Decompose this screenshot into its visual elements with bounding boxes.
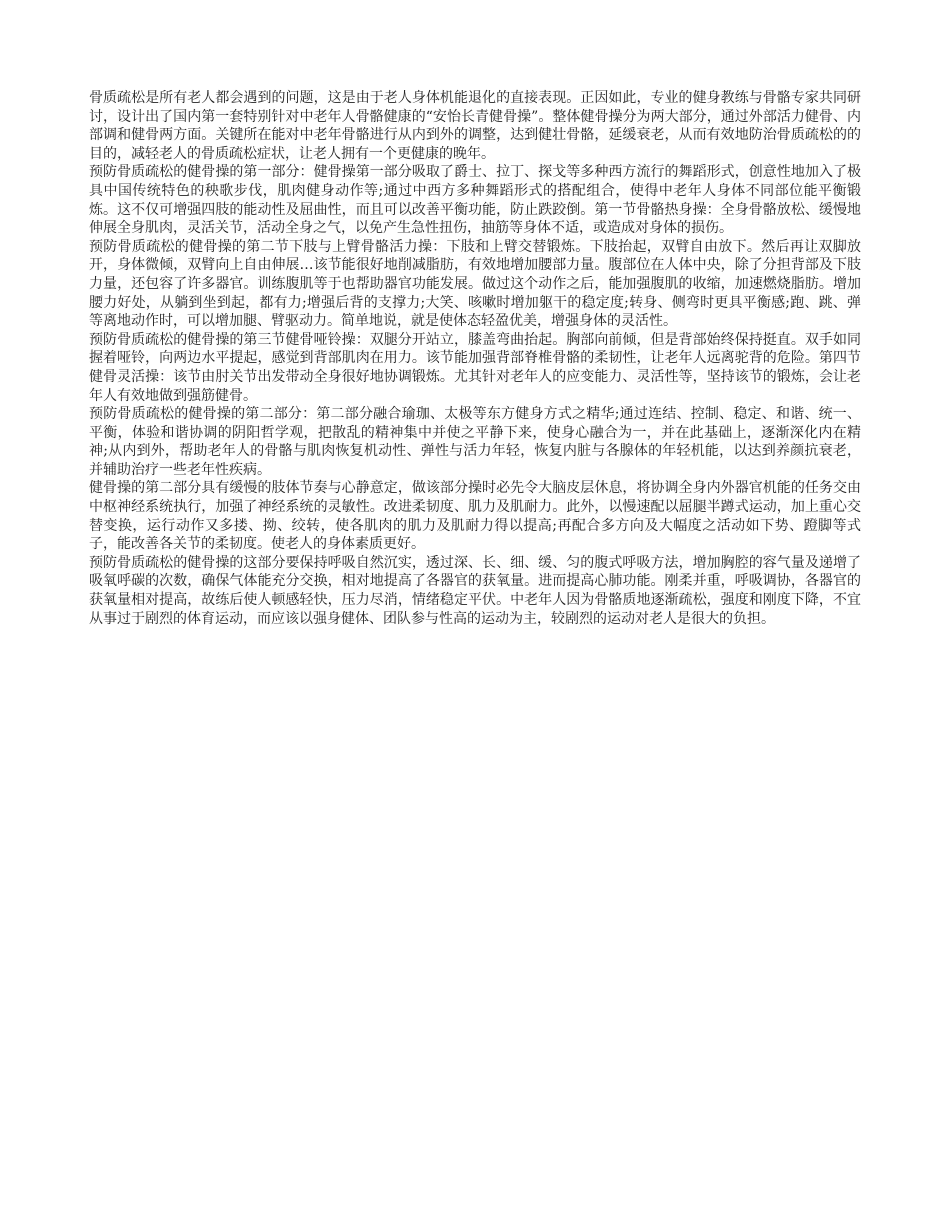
paragraph-part-two-detail: 健骨操的第二部分具有缓慢的肢体节奏与心静意定，做该部分操时必先令大脑皮层休息，将协调全身内外器官机能的任务交由中枢神经系统执行，加强了神经系统的灵敏性。改进柔韧度、肌力及肌耐力。此外，以慢速配以屈腿半蹲式运动，加上重心交替变换，运行动作又多搂、拗、绞转，使各肌肉的肌力及肌耐力得以提高;再配合多方向及大幅度之活动如下势、蹬脚等式子，能改善各关节的柔韧度。使老人的身体素质更好。 — [89, 480, 861, 553]
paragraph-section-three: 预防骨质疏松的健骨操的第三节健骨哑铃操：双腿分开站立，膝盖弯曲抬起。胸部向前倾，但是背部始终保持挺直。双手如同握着哑铃，向两边水平提起，感觉到背部肌肉在用力。该节能加强背部脊椎骨骼的柔韧性，让老年人远离驼背的危险。第四节健骨灵活操：该节由肘关节出发带动全身很好地协调锻炼。尤其针对老年人的应变能力、灵活性等，坚持该节的锻炼，会让老年人有效地做到强筋健骨。 — [89, 331, 861, 404]
paragraph-part-one: 预防骨质疏松的健骨操的第一部分：健骨操第一部分吸取了爵士、拉丁、探戈等多种西方流行的舞蹈形式，创意性地加入了极具中国传统特色的秧歌步伐，肌肉健身动作等;通过中西方多种舞蹈形式的搭配组合，使得中老年人身体不同部位能平衡锻炼。这不仅可增强四肢的能动性及屈曲性，而且可以改善平衡功能，防止跌跤倒。第一节骨骼热身操：全身骨骼放松、缓慢地伸展全身肌肉，灵活关节，活动全身之气，以免产生急性扭伤，抽筋等身体不适，或造成对身体的损伤。 — [89, 164, 861, 237]
paragraph-section-two: 预防骨质疏松的健骨操的第二节下肢与上臂骨骼活力操：下肢和上臂交替锻炼。下肢抬起，双臂自由放下。然后再让双脚放开，身体微倾，双臂向上自由伸展…该节能很好地削减脂肪，有效地增加腰部力量。腹部位在人体中央，除了分担背部及下肢力量，还包容了许多器官。训练腹肌等于也帮助器官功能发展。做过这个动作之后，能加强腹肌的收缩，加速燃烧脂肪。增加腰力好处，从躺到坐到起，都有力;增强后背的支撑力;大笑、咳嗽时增加躯干的稳定度;转身、侧弯时更具平衡感;跑、跳、弹等离地动作时，可以增加腿、臂驱动力。简单地说，就是使体态轻盈优美，增强身体的灵活性。 — [89, 238, 861, 330]
document-body — [89, 89, 861, 628]
paragraph-intro: 骨质疏松是所有老人都会遇到的问题，这是由于老人身体机能退化的直接表现。正因如此，专业的健身教练与骨骼专家共同研讨，设计出了国内第一套特别针对中老年人骨骼健康的“安怡长青健骨操”。整体健骨操分为两大部分，通过外部活力健骨、内部调和健骨两方面。关键所在能对中老年骨骼进行从内到外的调整，达到健壮骨骼，延缓衰老，从而有效地防治骨质疏松的的目的，减轻老人的骨质疏松症状，让老人拥有一个更健康的晚年。 — [89, 90, 861, 162]
paragraph-breathing: 预防骨质疏松的健骨操的这部分要保持呼吸自然沉实，透过深、长、细、缓、匀的腹式呼吸方法，增加胸腔的容气量及递增了吸氧呼碳的次数，确保气体能充分交换，相对地提高了各器官的获氧量。进而提高心肺功能。刚柔并重，呼吸调协，各器官的获氧量相对提高，故练后使人顿感轻快，压力尽消，情绪稳定平伏。中老年人因为骨骼质地逐渐疏松，强度和刚度下降，不宜从事过于剧烈的体育运动，而应该以强身健体、团队参与性高的运动为主，较剧烈的运动对老人是很大的负担。 — [89, 554, 861, 627]
paragraph-part-two: 预防骨质疏松的健骨操的第二部分：第二部分融合瑜珈、太极等东方健身方式之精华;通过连结、控制、稳定、和谐、统一、平衡，体验和谐协调的阴阳哲学观，把散乱的精神集中并使之平静下来，使身心融合为一，并在此基础上，逐渐深化内在精神;从内到外，帮助老年人的骨骼与肌肉恢复机动性、弹性与活力年轻，恢复内脏与各腺体的年轻机能，以达到养颜抗衰老，并辅助治疗一些老年性疾病。 — [89, 406, 861, 478]
